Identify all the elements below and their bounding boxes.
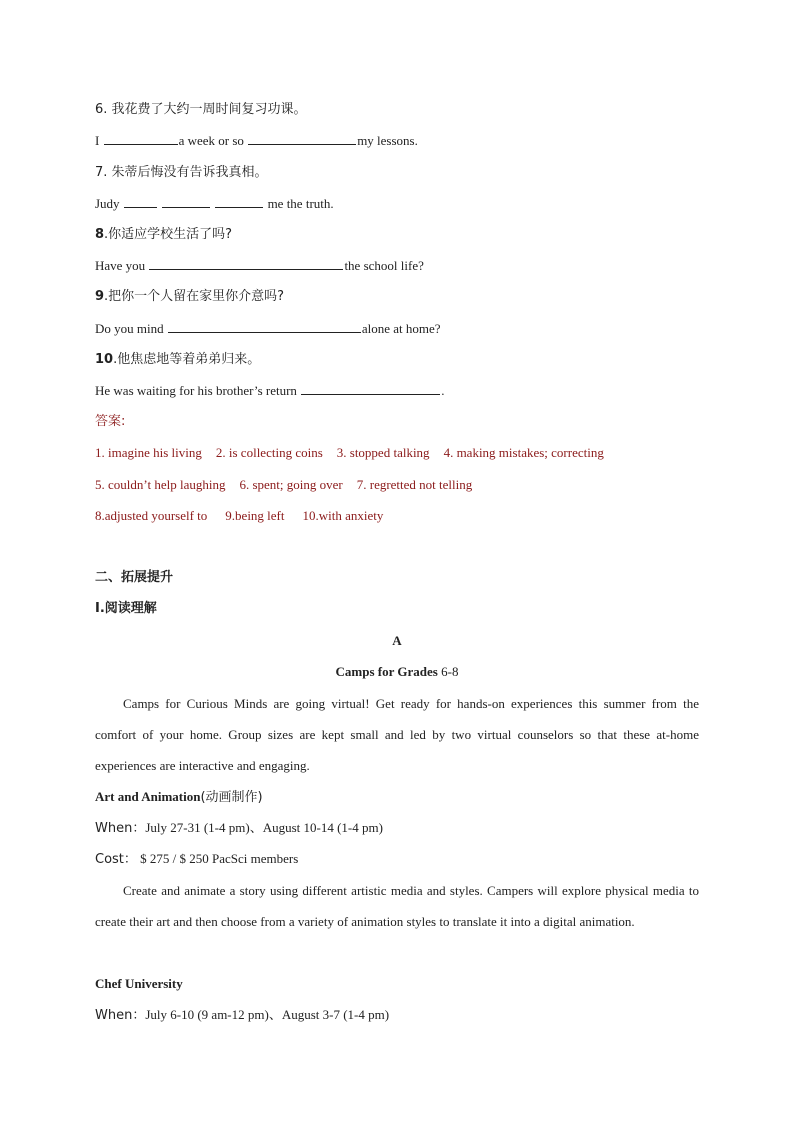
q9-text-b: alone at home? — [361, 321, 441, 336]
question-9-text: .把你一个人留在家里你介意吗? — [104, 289, 285, 304]
answer-item: 9.being left — [225, 508, 285, 523]
question-9-chinese — [95, 288, 284, 306]
passage-intro: Camps for Curious Minds are going virtual! Get ready for hands-on experiences this summer from the comfort of your home. Group sizes are kept small and led by two virtual counselors so that these at-home experiences are interactive and engaging. — [95, 696, 699, 773]
question-9-number: 9 — [95, 289, 105, 304]
question-10-chinese — [95, 351, 260, 369]
q7-text-a: Judy — [95, 196, 123, 211]
question-10-english — [95, 382, 444, 400]
answer-blank[interactable] — [124, 195, 157, 208]
q8-text-b: the school life? — [344, 258, 424, 273]
passage-title — [0, 663, 794, 681]
camp-1-heading — [95, 788, 263, 807]
question-9-english — [95, 320, 441, 338]
answer-item: 7. regretted not telling — [356, 477, 473, 492]
question-7-chinese: 7. 朱蒂后悔没有告诉我真相。 — [95, 165, 268, 180]
answers-row-3 — [95, 507, 397, 525]
passage-title-grades: 6-8 — [437, 664, 459, 679]
q8-text-a: Have you — [95, 258, 149, 273]
answer-blank[interactable] — [301, 382, 440, 395]
date-separator: 、 — [268, 1008, 282, 1023]
answers-row-1 — [95, 444, 618, 462]
section-subtitle: I.阅读理解 — [95, 601, 157, 616]
answer-blank[interactable] — [149, 257, 343, 270]
q6-text-c: my lessons. — [357, 133, 418, 148]
passage-letter: A — [392, 633, 402, 648]
when-label: When： — [95, 1008, 146, 1023]
question-7-english — [95, 195, 334, 213]
answer-item: 5. couldn’t help laughing — [95, 477, 226, 492]
answer-blank[interactable] — [162, 195, 210, 208]
answer-item: 10.with anxiety — [302, 508, 384, 523]
camp-2-name: Chef University — [95, 976, 183, 991]
answers-label: 答案: — [95, 414, 126, 429]
q9-text-a: Do you mind — [95, 321, 167, 336]
question-8-number: 8 — [95, 227, 105, 242]
answer-item: 8.adjusted yourself to — [95, 508, 208, 523]
camp-2-date-2: August 3-7 (1-4 pm) — [281, 1007, 390, 1022]
question-10-number: 10 — [95, 352, 114, 367]
q10-text-b: . — [441, 383, 445, 398]
q7-text-b: me the truth. — [264, 196, 334, 211]
question-6-english — [95, 132, 418, 150]
q6-text-a: I — [95, 133, 103, 148]
answer-item: 4. making mistakes; correcting — [443, 445, 604, 460]
camp-1-name-chinese: (动画制作) — [200, 790, 263, 805]
q10-text-a: He was waiting for his brother’s return — [95, 383, 301, 398]
camp-1-date-2: August 10-14 (1-4 pm) — [262, 820, 383, 835]
camp-2-date-1: July 6-10 (9 am-12 pm) — [145, 1007, 269, 1022]
answer-item: 6. spent; going over — [239, 477, 343, 492]
answer-blank[interactable] — [168, 320, 361, 333]
answer-blank[interactable] — [215, 195, 263, 208]
section-title: 二、拓展提升 — [95, 570, 174, 585]
camp-2-when — [95, 1006, 389, 1025]
camp-1-cost-value: $ 275 / $ 250 PacSci members — [140, 851, 299, 866]
when-label: When： — [95, 821, 146, 836]
question-8-text: .你适应学校生活了吗? — [104, 227, 233, 242]
question-6-chinese: 6. 我花费了大约一周时间复习功课。 — [95, 102, 307, 117]
cost-label: Cost： — [95, 852, 137, 867]
answer-item: 1. imagine his living — [95, 445, 202, 460]
camp-1-name: Art and Animation — [95, 789, 201, 804]
question-8-chinese — [95, 226, 232, 244]
answers-row-2 — [95, 476, 486, 494]
camp-1-when — [95, 819, 383, 838]
answer-blank[interactable] — [248, 132, 356, 145]
camp-1-cost — [95, 850, 298, 869]
q6-text-b: a week or so — [178, 133, 248, 148]
camp-1-date-1: July 27-31 (1-4 pm) — [145, 820, 250, 835]
passage-title-main: Camps for Grades — [335, 664, 438, 679]
answer-item: 2. is collecting coins — [215, 445, 323, 460]
camp-1-description: Create and animate a story using different artistic media and styles. Campers will explore physical media to create their art and then choose from a variety of animation styles to translate it into a digital animation. — [95, 883, 699, 929]
answer-blank[interactable] — [104, 132, 178, 145]
question-8-english — [95, 257, 424, 275]
question-10-text: .他焦虑地等着弟弟归来。 — [113, 352, 261, 367]
date-separator: 、 — [249, 821, 263, 836]
answer-item: 3. stopped talking — [336, 445, 430, 460]
